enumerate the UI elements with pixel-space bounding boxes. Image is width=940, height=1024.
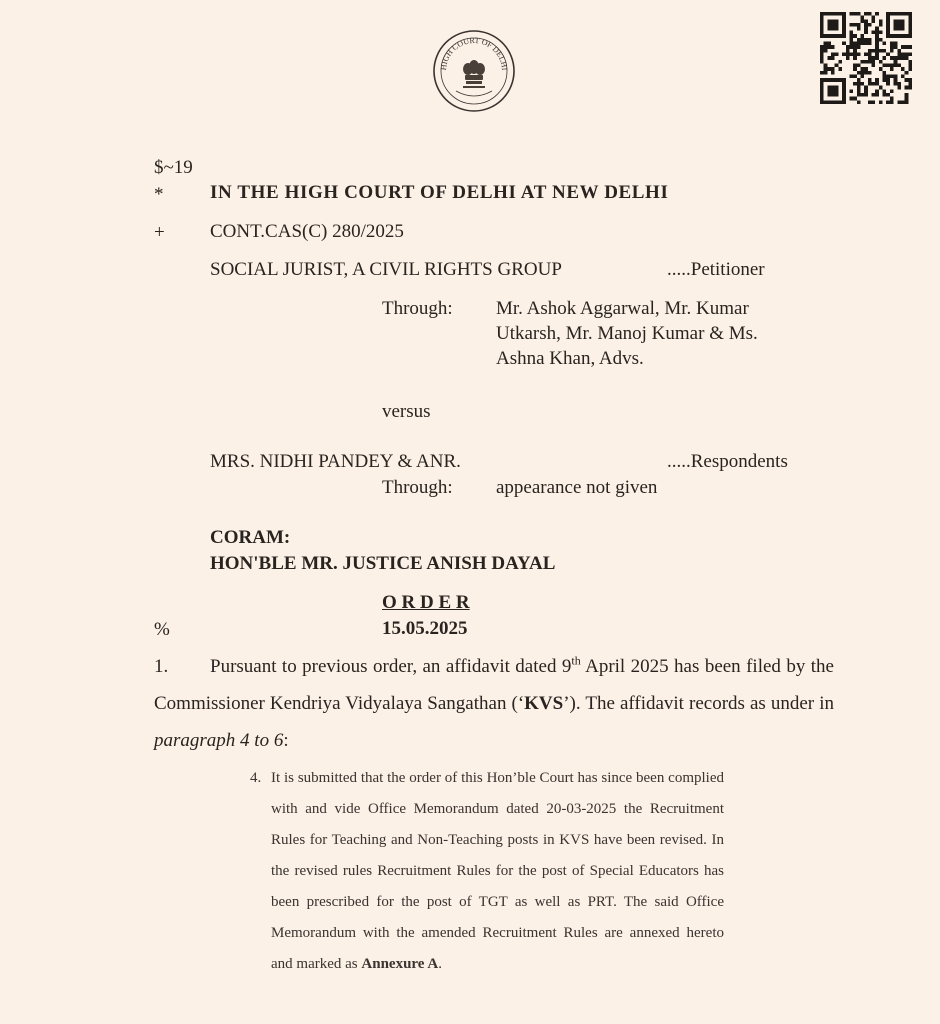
respondent-counsel: appearance not given — [496, 477, 658, 498]
plus-marker: + — [154, 222, 165, 243]
petitioner-through-label: Through: — [382, 298, 453, 319]
petitioner-counsel-line-1: Mr. Ashok Aggarwal, Mr. Kumar — [496, 298, 749, 319]
percent-marker: % — [154, 619, 170, 640]
annexure-label: Annexure A — [361, 956, 439, 972]
coram-label: CORAM: — [210, 527, 291, 548]
quote-number: 4. — [250, 770, 262, 786]
case-number: CONT.CAS(C) 280/2025 — [210, 221, 404, 242]
seal-text: HIGH COURT OF DELHI — [438, 35, 510, 71]
paragraph-1-number: 1. — [154, 656, 169, 677]
petitioner-role: .....Petitioner — [667, 259, 765, 280]
petitioner-name: SOCIAL JURIST, A CIVIL RIGHTS GROUP — [210, 259, 562, 280]
star-marker: * — [154, 184, 164, 205]
judge-name: HON'BLE MR. JUSTICE ANISH DAYAL — [210, 553, 556, 574]
petitioner-counsel-line-2: Utkarsh, Mr. Manoj Kumar & Ms. — [496, 323, 758, 344]
respondent-name: MRS. NIDHI PANDEY & ANR. — [210, 451, 461, 472]
paragraph-1: 1. Pursuant to previous order, an affidavit dated 9th April 2025 has been filed by the Commissioner Kendriya Vidyalaya Sangathan (‘KVS’). The affidavit records as under in paragraph 4 to 6: — [154, 648, 834, 759]
order-date: 15.05.2025 — [382, 618, 468, 639]
qr-code-icon — [820, 12, 912, 104]
order-title: O R D E R — [382, 592, 470, 613]
respondent-role: .....Respondents — [667, 451, 788, 472]
respondent-through-label: Through: — [382, 477, 453, 498]
court-title: IN THE HIGH COURT OF DELHI AT NEW DELHI — [210, 182, 669, 203]
kvs-abbreviation: KVS — [524, 693, 564, 714]
list-number: $~19 — [154, 157, 193, 178]
high-court-seal-icon — [432, 29, 516, 113]
versus-label: versus — [382, 401, 431, 422]
quoted-paragraph-4: 4. It is submitted that the order of this Hon’ble Court has since been complied with and vide Office Memorandum dated 20-03-2025 the Recruitment Rules for Teaching and Non-Teaching posts in KVS have been revised. In the revised rules Recruitment Rules for the post of Special Educators has been prescribed for the post of TGT as well as PRT. The said Office Memorandum with the amended Recruitment Rules are annexed hereto and marked as Annexure A. — [250, 763, 724, 980]
paragraph-reference: paragraph 4 to 6 — [154, 730, 284, 751]
petitioner-counsel-line-3: Ashna Khan, Advs. — [496, 348, 644, 369]
